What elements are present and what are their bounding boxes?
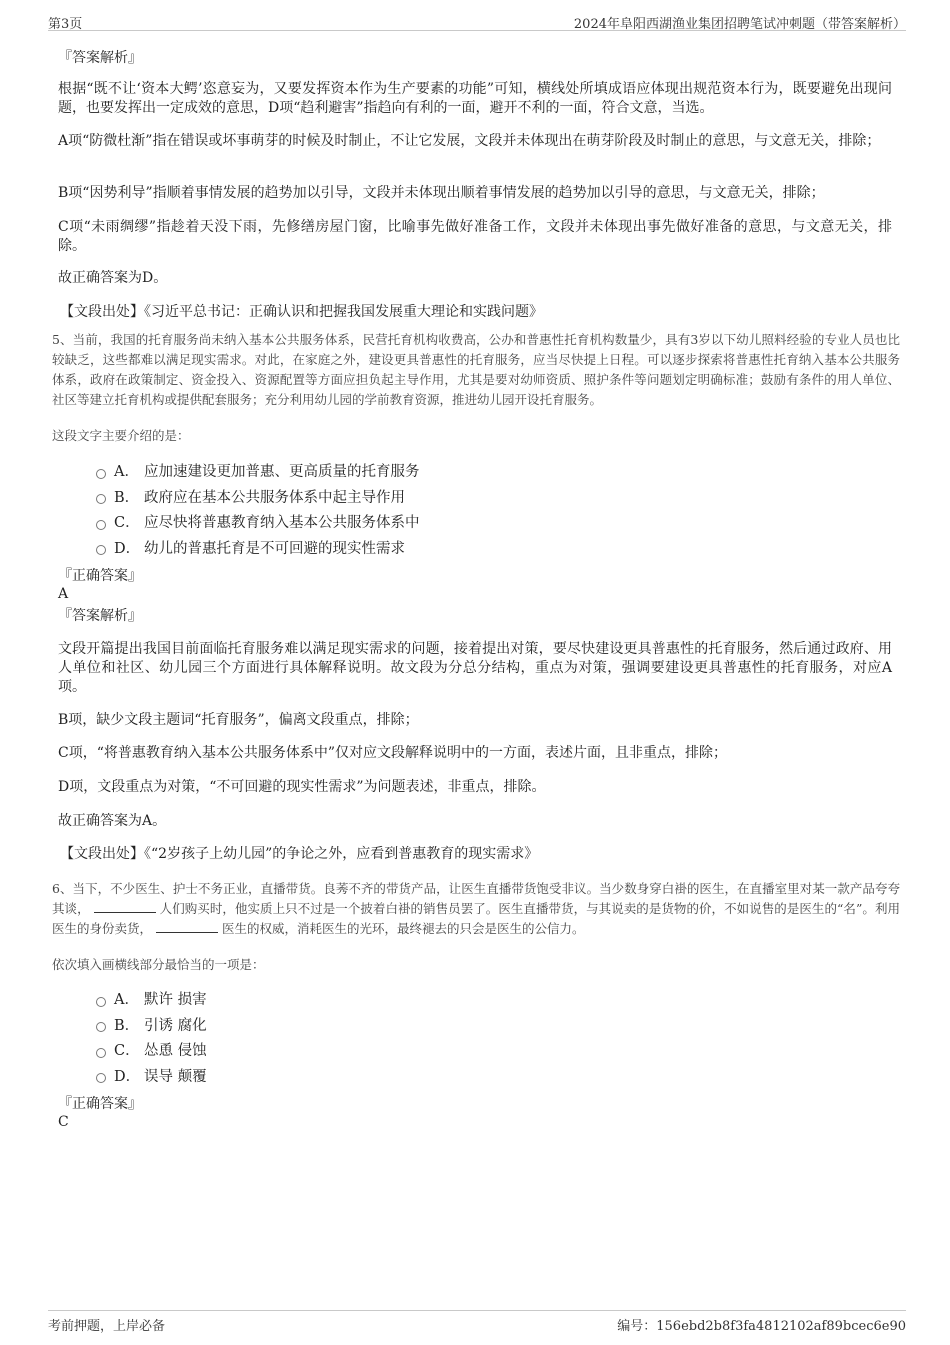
option-a[interactable]: A． 应加速建设更加普惠、更高质量的托育服务 (96, 458, 420, 484)
conclusion: 故正确答案为A。 (58, 813, 167, 829)
analysis-label: 『答案解析』 (58, 50, 142, 66)
source-citation: 【文段出处】《习近平总书记：正确认识和把握我国发展重大理论和实践问题》 (60, 304, 543, 320)
question-5-prompt: 这段文字主要介绍的是： (52, 428, 190, 443)
analysis-paragraph: 文段开篇提出我国目前面临托育服务难以满足现实需求的问题，接着提出对策，要尽快建设更具普惠性的托育服务，然后通过政府、用人单位和社区、幼儿园三个方面进行具体解释说明。故文段为分总分结构，重点为对策，强调要建设更具普惠性的托育服务，对应A项。 (58, 641, 892, 695)
option-b[interactable]: B． 政府应在基本公共服务体系中起主导作用 (96, 484, 420, 510)
page-number: 第3页 (48, 17, 83, 32)
option-c[interactable]: C． 怂恿 侵蚀 (96, 1037, 207, 1063)
page-header (48, 10, 906, 31)
conclusion: 故正确答案为D。 (58, 270, 168, 286)
analysis-paragraph: D项，文段重点为对策，“不可回避的现实性需求”为问题表述，非重点，排除。 (58, 779, 546, 795)
analysis-paragraph: C项“未雨绸缪”指趁着天没下雨，先修缮房屋门窗，比喻事先做好准备工作，文段并未体现出事先做好准备的意思，与文意无关，排除。 (58, 219, 892, 254)
analysis-label: 『答案解析』 (58, 608, 142, 624)
analysis-paragraph: B项，缺少文段主题词“托育服务”，偏离文段重点，排除； (58, 712, 419, 728)
document-id: 编号：156ebd2b8f3fa4812102af89bcec6e90 (617, 1319, 906, 1334)
correct-answer-label: 『正确答案』 (58, 568, 142, 584)
radio-button[interactable] (96, 1022, 106, 1032)
fill-blank (94, 900, 156, 913)
correct-answer: A (58, 586, 69, 602)
analysis-paragraph: 根据“既不让‘资本大鳄’恣意妄为，又要发挥资本作为生产要素的功能”可知，横线处所填成语应体现出规范资本行为，既要避免出现问题，也要发挥出一定成效的意思，D项“趋利避害”指趋向有利的一面，避开不利的一面，符合文意，当选。 (58, 81, 892, 116)
option-b[interactable]: B． 引诱 腐化 (96, 1012, 207, 1038)
analysis-paragraph: C项，“将普惠教育纳入基本公共服务体系中”仅对应文段解释说明中的一方面，表述片面，且非重点，排除； (58, 745, 728, 761)
analysis-paragraph: A项“防微杜渐”指在错误或坏事萌芽的时候及时制止，不让它发展，文段并未体现出在萌芽阶段及时制止的意思，与文意无关，排除； (58, 133, 881, 149)
source-citation: 【文段出处】《“2岁孩子上幼儿园”的争论之外，应看到普惠教育的现实需求》 (60, 846, 539, 862)
radio-button[interactable] (96, 1048, 106, 1058)
question-6-text: 6、当下，不少医生、护士不务正业，直播带货。良莠不齐的带货产品，让医生直播带货饱受非议。当少数身穿白褂的医生，在直播室里对某一款产品夸夸其谈， 人们购买时，他实质上只不过是一个披着白褂的销售员罢了。医生直播带货，与其说卖的是货物的价，不如说售的是医生的“名”。利用医生的身份卖货， 医生的权威，消耗医生的光环，最终褪去的只会是医生的公信力。 (52, 881, 900, 936)
radio-button[interactable] (96, 520, 106, 530)
correct-answer-label: 『正确答案』 (58, 1096, 142, 1112)
analysis-paragraph: B项“因势利导”指顺着事情发展的趋势加以引导，文段并未体现出顺着事情发展的趋势加以引导的意思，与文意无关，排除； (58, 185, 825, 201)
correct-answer: C (58, 1114, 69, 1130)
question-6-options (96, 986, 207, 1088)
radio-button[interactable] (96, 494, 106, 504)
document-title: 2024年阜阳西湖渔业集团招聘笔试冲刺题（带答案解析） (573, 17, 906, 32)
option-d[interactable]: D． 幼儿的普惠托育是不可回避的现实性需求 (96, 535, 420, 561)
radio-button[interactable] (96, 545, 106, 555)
option-d[interactable]: D． 误导 颠覆 (96, 1063, 207, 1089)
page-footer (48, 1310, 906, 1334)
fill-blank (156, 920, 218, 933)
question-5-text: 5、当前，我国的托育服务尚未纳入基本公共服务体系，民营托育机构收费高，公办和普惠性托育机构数量少，具有3岁以下幼儿照料经验的专业人员也比较缺乏，这些都难以满足现实需求。对此，在家庭之外，建设更具普惠性的托育服务，应当尽快提上日程。可以逐步探索将普惠性托育纳入基本公共服务体系，政府在政策制定、资金投入、资源配置等方面应担负起主导作用，尤其是要对幼师资质、照护条件等问题划定明确标准；鼓励有条件的用人单位、社区等建立托育机构或提供配套服务；充分利用幼儿园的学前教育资源，推进幼儿园开设托育服务。 (52, 332, 900, 407)
radio-button[interactable] (96, 469, 106, 479)
option-c[interactable]: C． 应尽快将普惠教育纳入基本公共服务体系中 (96, 509, 420, 535)
footer-slogan: 考前押题，上岸必备 (48, 1319, 166, 1334)
radio-button[interactable] (96, 1073, 106, 1083)
radio-button[interactable] (96, 997, 106, 1007)
question-5-options (96, 458, 420, 560)
question-6-prompt: 依次填入画横线部分最恰当的一项是： (52, 957, 265, 972)
option-a[interactable]: A． 默许 损害 (96, 986, 207, 1012)
